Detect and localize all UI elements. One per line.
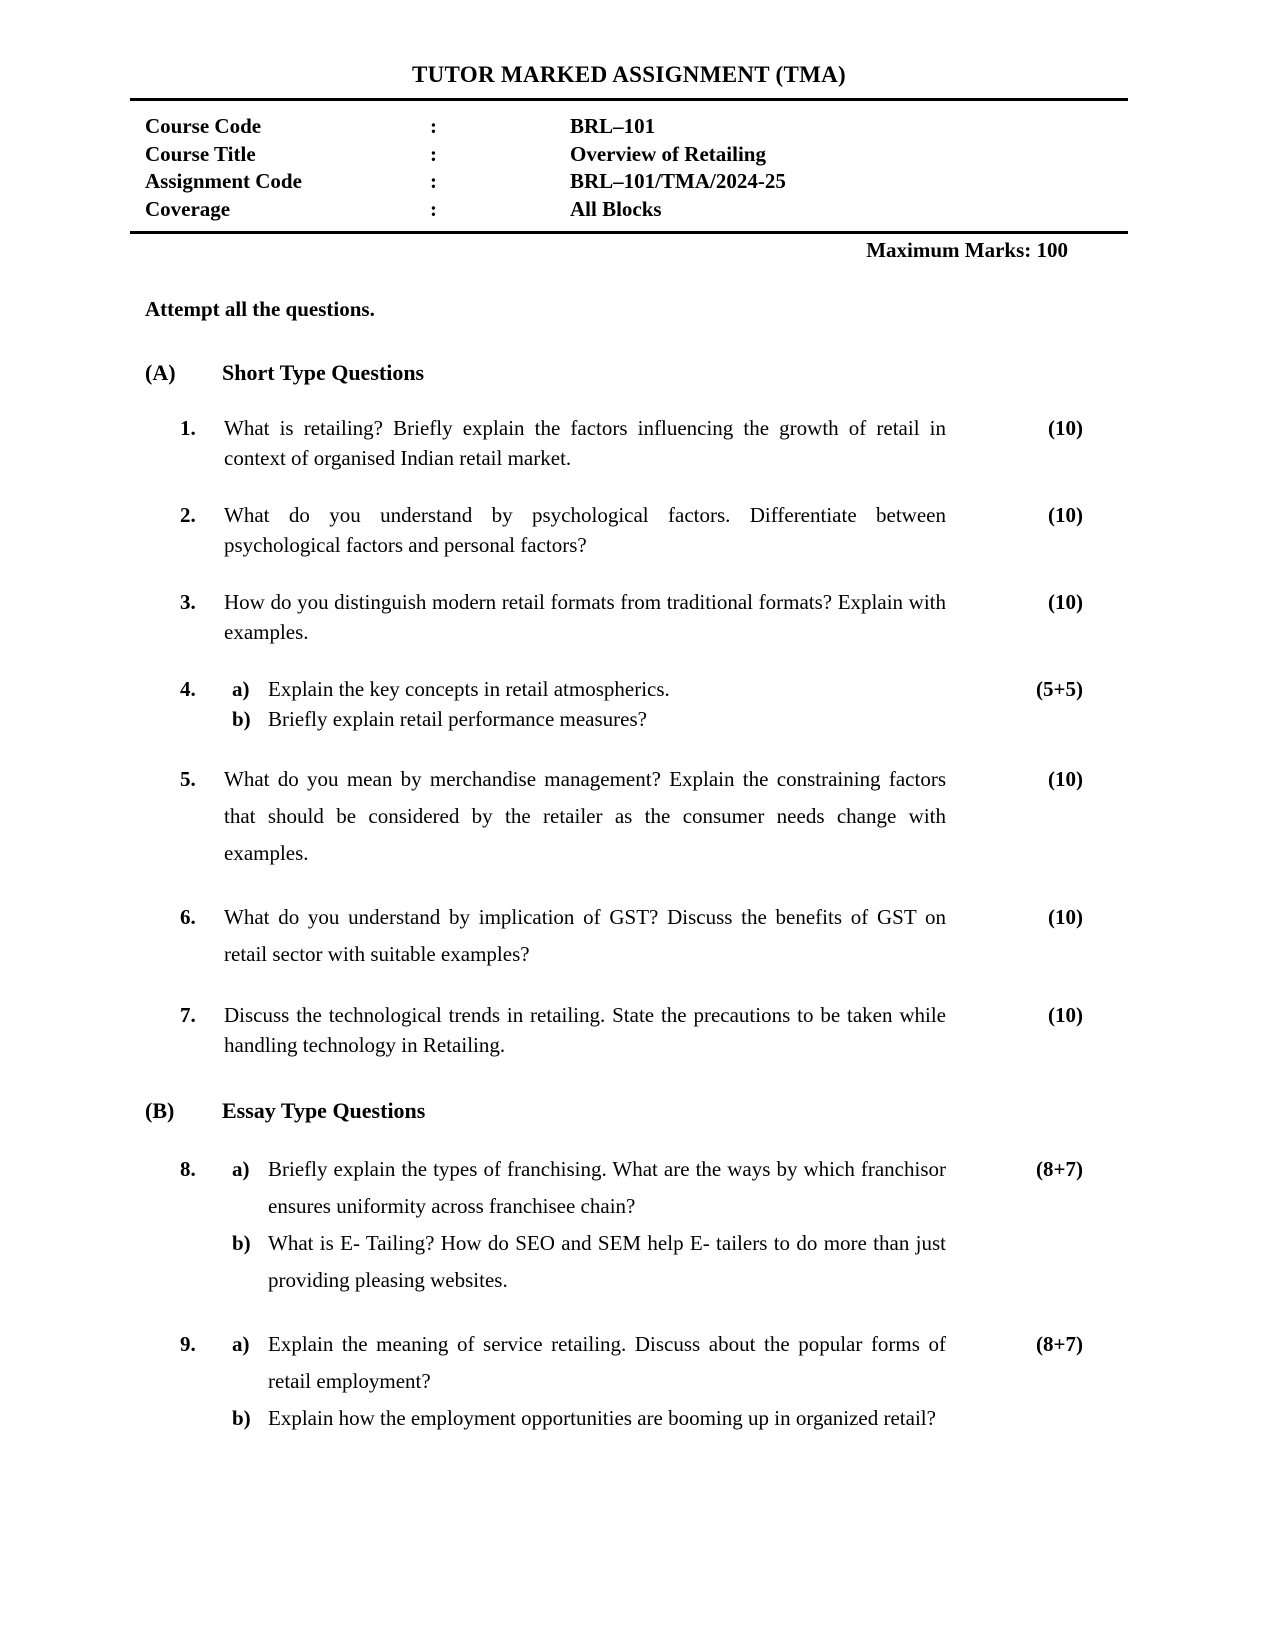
- question-5: [130, 761, 1128, 872]
- section-title: Essay Type Questions: [222, 1098, 426, 1123]
- question-number: 8.: [180, 1157, 196, 1181]
- part-text: Briefly explain retail performance measures?: [268, 707, 647, 731]
- colon-separator: :: [430, 196, 437, 221]
- question-part-b: [224, 704, 946, 734]
- question-3: [130, 587, 1128, 647]
- question-marks: (10): [1048, 503, 1083, 527]
- course-info-row: [145, 113, 1128, 141]
- question-4: [130, 674, 1128, 734]
- question-number: 3.: [180, 590, 196, 614]
- question-text: What is retailing? Briefly explain the factors influencing the growth of retail in context of organised Indian retail market.: [224, 416, 946, 470]
- course-info-label: Course Title: [145, 141, 256, 166]
- part-label: a): [232, 1157, 250, 1181]
- question-part-b: [224, 1400, 946, 1437]
- part-label: b): [232, 707, 251, 731]
- course-info-value: All Blocks: [570, 196, 662, 221]
- part-text: Explain how the employment opportunities are booming up in organized retail?: [268, 1406, 936, 1430]
- course-info-value: Overview of Retailing: [570, 141, 766, 166]
- part-text: Explain the meaning of service retailing. Discuss about the popular forms of retail employment?: [268, 1332, 946, 1393]
- part-text: Briefly explain the types of franchising. What are the ways by which franchisor ensures uniformity across franchisee chain?: [268, 1157, 946, 1218]
- question-number: 4.: [180, 677, 196, 701]
- course-info-value: BRL–101: [570, 114, 656, 138]
- question-2: [130, 500, 1128, 560]
- question-part-a: [224, 1151, 946, 1225]
- question-number: 9.: [180, 1332, 196, 1356]
- section-a-heading: [145, 360, 1128, 386]
- course-info-row: [145, 141, 1128, 169]
- instruction-text: Attempt all the questions.: [145, 297, 375, 321]
- part-label: b): [232, 1231, 251, 1255]
- question-number: 2.: [180, 503, 196, 527]
- course-info-row: [145, 196, 1128, 224]
- question-number: 1.: [180, 416, 196, 440]
- part-label: b): [232, 1406, 251, 1430]
- question-body: [224, 1326, 946, 1437]
- question-marks: (10): [1048, 905, 1083, 929]
- colon-separator: :: [430, 169, 437, 193]
- question-text: What do you understand by implication of GST? Discuss the benefits of GST on retail sector with suitable examples?: [224, 905, 946, 966]
- section-title: Short Type Questions: [222, 360, 425, 385]
- course-info-label: Coverage: [145, 196, 231, 221]
- question-marks: (10): [1048, 590, 1083, 614]
- section-b-heading: [145, 1098, 1128, 1124]
- maximum-marks: Maximum Marks: 100: [866, 238, 1068, 262]
- course-info-label: Assignment Code: [145, 169, 302, 193]
- question-1: [130, 413, 1128, 473]
- part-text: What is E- Tailing? How do SEO and SEM help E- tailers to do more than just providing pleasing websites.: [268, 1231, 946, 1292]
- course-info-row: [145, 168, 1128, 196]
- question-marks: (10): [1048, 1003, 1083, 1027]
- question-text: How do you distinguish modern retail formats from traditional formats? Explain with examples.: [224, 590, 946, 644]
- question-marks: (10): [1048, 767, 1083, 791]
- question-text: What do you mean by merchandise management? Explain the constraining factors that should be considered by the retailer as the consumer needs change with examples.: [224, 767, 946, 865]
- document-title: TUTOR MARKED ASSIGNMENT (TMA): [411, 62, 847, 87]
- question-marks: (8+7): [1036, 1157, 1083, 1181]
- question-6: [130, 899, 1128, 973]
- question-marks: (5+5): [1036, 677, 1083, 701]
- question-9: [130, 1326, 1128, 1437]
- question-number: 6.: [180, 905, 196, 929]
- course-info-value: BRL–101/TMA/2024-25: [570, 169, 786, 193]
- question-number: 7.: [180, 1003, 196, 1027]
- question-7: [130, 1000, 1128, 1060]
- question-marks: (10): [1048, 416, 1083, 440]
- question-body: [224, 674, 946, 734]
- question-part-a: [224, 1326, 946, 1400]
- colon-separator: :: [430, 114, 437, 138]
- question-text: What do you understand by psychological factors. Differentiate between psychological factors and personal factors?: [224, 503, 946, 557]
- section-label: (B): [145, 1098, 175, 1123]
- part-text: Explain the key concepts in retail atmospherics.: [268, 677, 670, 701]
- course-info-label: Course Code: [145, 114, 262, 138]
- question-text: Discuss the technological trends in retailing. State the precautions to be taken while handling technology in Retailing.: [224, 1003, 946, 1057]
- question-8: [130, 1151, 1128, 1299]
- course-info-table: [130, 101, 1128, 231]
- question-part-b: [224, 1225, 946, 1299]
- header-divider: [130, 231, 1128, 234]
- section-label: (A): [145, 360, 176, 385]
- part-label: a): [232, 677, 250, 701]
- colon-separator: :: [430, 141, 437, 166]
- question-body: [224, 1151, 946, 1299]
- question-part-a: [224, 674, 946, 704]
- question-marks: (8+7): [1036, 1332, 1083, 1356]
- part-label: a): [232, 1332, 250, 1356]
- question-number: 5.: [180, 767, 196, 791]
